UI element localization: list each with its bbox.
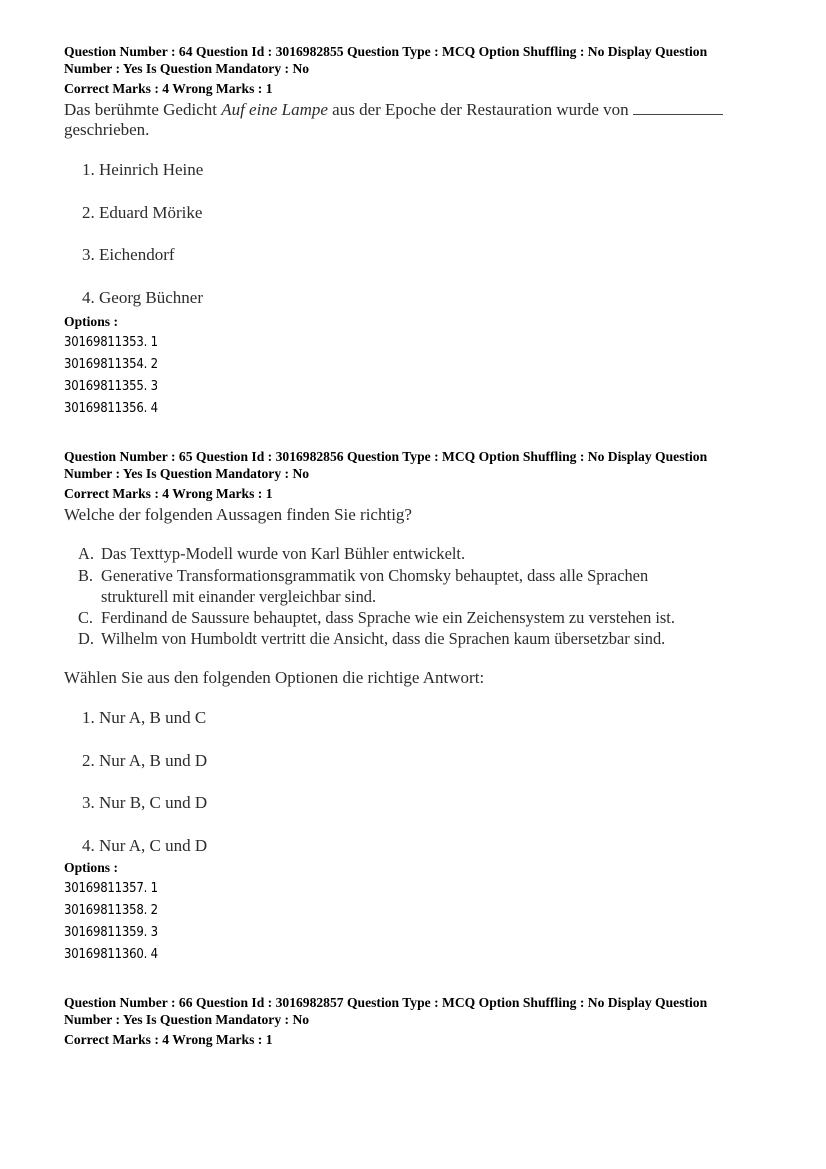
statement-text: Ferdinand de Saussure behauptet, dass Sprache wie ein Zeichensystem zu verstehen ist. xyxy=(101,608,675,627)
choice-item: 1. Heinrich Heine xyxy=(82,160,204,179)
question-text-part: geschrieben. xyxy=(64,120,150,139)
question-66-header xyxy=(64,994,784,1048)
answer-prompt: Wählen Sie aus den folgenden Optionen die richtige Antwort: xyxy=(64,668,485,687)
option-id: 30169811353. 1 xyxy=(64,335,158,350)
statement-item xyxy=(78,543,768,564)
statement-item xyxy=(78,565,768,607)
statement-item xyxy=(78,607,768,628)
question-64-header xyxy=(64,43,784,97)
option-id: 30169811360. 4 xyxy=(64,947,158,962)
question-meta-line: Question Number : 66 Question Id : 3016982857 Question Type : MCQ Option Shuffling : No Display Question xyxy=(64,995,708,1010)
statement-text: Das Texttyp-Modell wurde von Karl Bühler entwickelt. xyxy=(101,544,466,563)
statement-item xyxy=(78,628,768,649)
option-id: 30169811355. 3 xyxy=(64,379,158,394)
question-marks: Correct Marks : 4 Wrong Marks : 1 xyxy=(64,486,273,501)
question-64-text xyxy=(64,100,784,140)
option-id: 30169811354. 2 xyxy=(64,357,158,372)
answer-blank xyxy=(633,102,723,115)
choice-item: 3. Nur B, C und D xyxy=(82,793,208,812)
question-meta-line: Number : Yes Is Question Mandatory : No xyxy=(64,61,310,76)
options-label: Options : xyxy=(64,314,119,329)
question-text-part: Das berühmte Gedicht xyxy=(64,100,222,119)
statement-label: A. xyxy=(78,544,94,563)
choice-item: 4. Nur A, C und D xyxy=(82,836,208,855)
statement-text: Wilhelm von Humboldt vertritt die Ansicht, dass die Sprachen kaum übersetzbar sind. xyxy=(101,629,666,648)
question-marks: Correct Marks : 4 Wrong Marks : 1 xyxy=(64,1032,273,1047)
statement-text: Generative Transformationsgrammatik von Chomsky behauptet, dass alle Sprachen xyxy=(101,566,649,585)
option-id: 30169811358. 2 xyxy=(64,903,158,918)
choice-item: 2. Nur A, B und D xyxy=(82,751,208,770)
option-id: 30169811356. 4 xyxy=(64,401,158,416)
statement-label: D. xyxy=(78,629,94,648)
statement-label: B. xyxy=(78,566,94,585)
question-meta-line: Question Number : 64 Question Id : 3016982855 Question Type : MCQ Option Shuffling : No Display Question xyxy=(64,44,708,59)
question-65-header xyxy=(64,448,784,502)
choice-item: 1. Nur A, B und C xyxy=(82,708,207,727)
statement-label: C. xyxy=(78,608,94,627)
question-meta-line: Number : Yes Is Question Mandatory : No xyxy=(64,1012,310,1027)
choice-item: 4. Georg Büchner xyxy=(82,288,204,307)
statement-continuation: strukturell mit einander vergleichbar sind. xyxy=(101,587,377,606)
option-id: 30169811359. 3 xyxy=(64,925,158,940)
choice-item: 3. Eichendorf xyxy=(82,245,175,264)
poem-title: Auf eine Lampe xyxy=(221,100,328,119)
question-65-text: Welche der folgenden Aussagen finden Sie richtig? xyxy=(64,505,412,524)
question-meta-line: Number : Yes Is Question Mandatory : No xyxy=(64,466,310,481)
option-id: 30169811357. 1 xyxy=(64,881,158,896)
question-meta-line: Question Number : 65 Question Id : 3016982856 Question Type : MCQ Option Shuffling : No Display Question xyxy=(64,449,708,464)
question-text-part: aus der Epoche der Restauration wurde von xyxy=(327,100,629,119)
question-marks: Correct Marks : 4 Wrong Marks : 1 xyxy=(64,81,273,96)
options-label: Options : xyxy=(64,860,119,875)
choice-item: 2. Eduard Mörike xyxy=(82,203,203,222)
